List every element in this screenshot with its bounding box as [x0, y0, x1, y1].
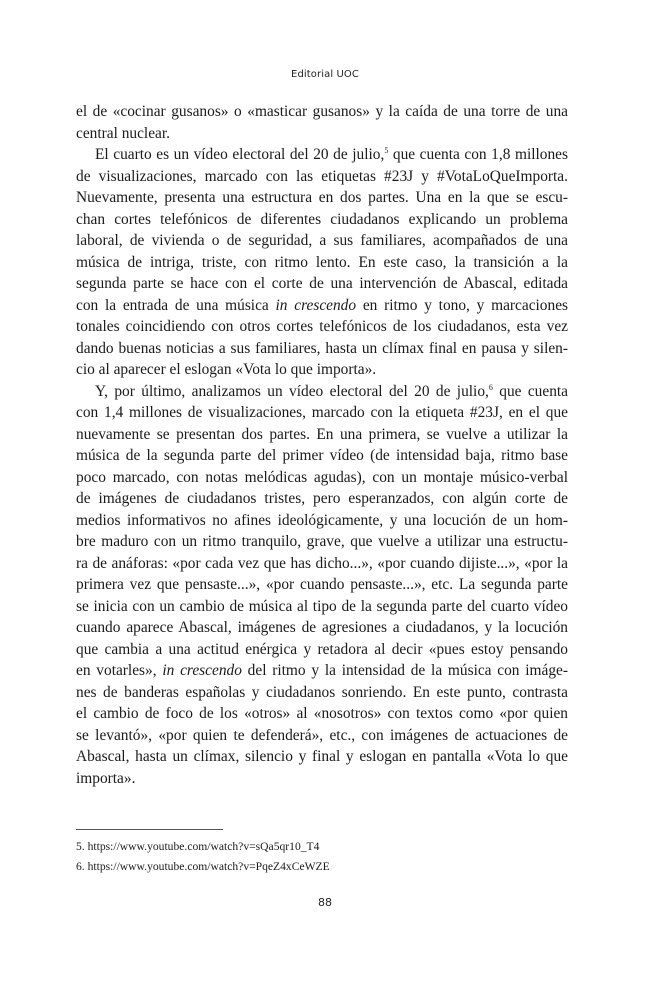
text-line: nuevamente se presentan dos partes. En una primera, se vuelve a utilizar la: [76, 425, 568, 443]
text-segment: del ritmo y la intensidad de la música con imáge-: [241, 662, 569, 679]
text-segment: con la entrada de una música: [76, 296, 276, 314]
text-line: tonales coincidiendo con otros cortes telefónicos de los ciudadanos, esta vez: [76, 318, 568, 335]
text-line: [76, 381, 568, 403]
text-line: cuando aparece Abascal, imágenes de agresiones a ciudadanos, y la locución: [76, 619, 568, 636]
text-line: el de «cocinar gusanos» o «masticar gusanos» y la caída de una torre de una: [76, 103, 568, 120]
text-line: con 1,4 millones de visualizaciones, marcado con la etiqueta #23J, en el que: [76, 404, 568, 421]
text-line: de imágenes de ciudadanos tristes, pero esperanzados, con algún corte de: [76, 490, 568, 507]
text-line: laboral, de vivienda o de seguridad, a sus familiares, acompañados de una: [76, 232, 568, 249]
text-line: segunda parte se hace con el corte de una intervención de Abascal, editada: [76, 275, 568, 292]
text-segment: que cuenta: [492, 382, 569, 400]
text-segment: en ritmo y tono, y marcaciones: [356, 296, 569, 314]
main-text: [76, 101, 568, 789]
text-line: [76, 144, 568, 166]
footnote-divider: [76, 829, 223, 830]
text-line: dando buenas noticias a sus familiares, hasta un clímax final en pausa y silen-: [76, 339, 568, 357]
text-line: [76, 295, 568, 317]
text-line: se inicia con un cambio de música al tipo de la segunda parte del cuarto vídeo: [76, 597, 568, 615]
footnote-6: 6. https://www.youtube.com/watch?v=PqeZ4xCeWZE: [76, 860, 330, 873]
text-line: poco marcado, con notas melódicas agudas), con un montaje músico-verbal: [76, 468, 568, 486]
text-line: [76, 660, 568, 682]
text-line: Abascal, hasta un clímax, silencio y final y eslogan en pantalla «Vota lo que: [76, 748, 568, 765]
text-line: primera vez que pensaste...», «por cuando pensaste...», etc. La segunda parte: [76, 576, 568, 593]
text-line: chan cortes telefónicos de diferentes ciudadanos explicando un problema: [76, 210, 568, 228]
footnote-ref-5: 5: [384, 146, 389, 155]
text-line: música de la segunda parte del primer vídeo (de intensidad baja, ritmo base: [76, 447, 568, 464]
text-segment: Y, por último, analizamos un vídeo electoral del 20 de julio,: [95, 382, 489, 400]
text-segment: El cuarto es un vídeo electoral del 20 de julio,: [95, 146, 385, 163]
text-line: se levantó», «por quien te defenderá», etc., con imágenes de actuaciones de: [76, 726, 568, 744]
text-line: que cambia a una actitud enérgica y retadora al decir «pues estoy pensando: [76, 640, 568, 658]
text-line: importa».: [76, 769, 136, 787]
text-line: de visualizaciones, marcado con las etiquetas #23J y #VotaLoQueImporta.: [76, 167, 568, 185]
text-segment: que cuenta con 1,8 millones: [388, 146, 568, 163]
text-line: Nuevamente, presenta una estructura en dos partes. Una en la que se escu-: [76, 189, 568, 206]
text-line: medios informativos no afines ideológicamente, y una locución de un hom-: [76, 511, 568, 529]
italic-term: in crescendo: [162, 662, 242, 679]
footnote-ref-6: 6: [488, 382, 493, 392]
italic-term: in crescendo: [275, 296, 357, 314]
footnotes: [76, 837, 568, 877]
text-line: ra de anáforas: «por cada vez que has dicho...», «por cuando dijiste...», «por la: [76, 554, 568, 572]
text-line: música de intriga, triste, con ritmo lento. En este caso, la transición a la: [76, 253, 568, 271]
text-line: central nuclear.: [76, 124, 170, 142]
text-segment: en votarles»,: [76, 662, 163, 679]
page-number: 88: [318, 896, 332, 909]
text-line: cio al aparecer el eslogan «Vota lo que importa».: [76, 361, 377, 378]
running-head: Editorial UOC: [291, 69, 359, 80]
text-line: el cambio de foco de los «otros» al «nosotros» con textos como «por quien: [76, 705, 568, 722]
footnote-5: 5. https://www.youtube.com/watch?v=sQa5qr10_T4: [76, 840, 320, 853]
text-line: bre maduro con un ritmo tranquilo, grave, que vuelve a utilizar una estructu-: [76, 533, 568, 550]
text-line: nes de banderas españolas y ciudadanos sonriendo. En este punto, contrasta: [76, 683, 568, 701]
